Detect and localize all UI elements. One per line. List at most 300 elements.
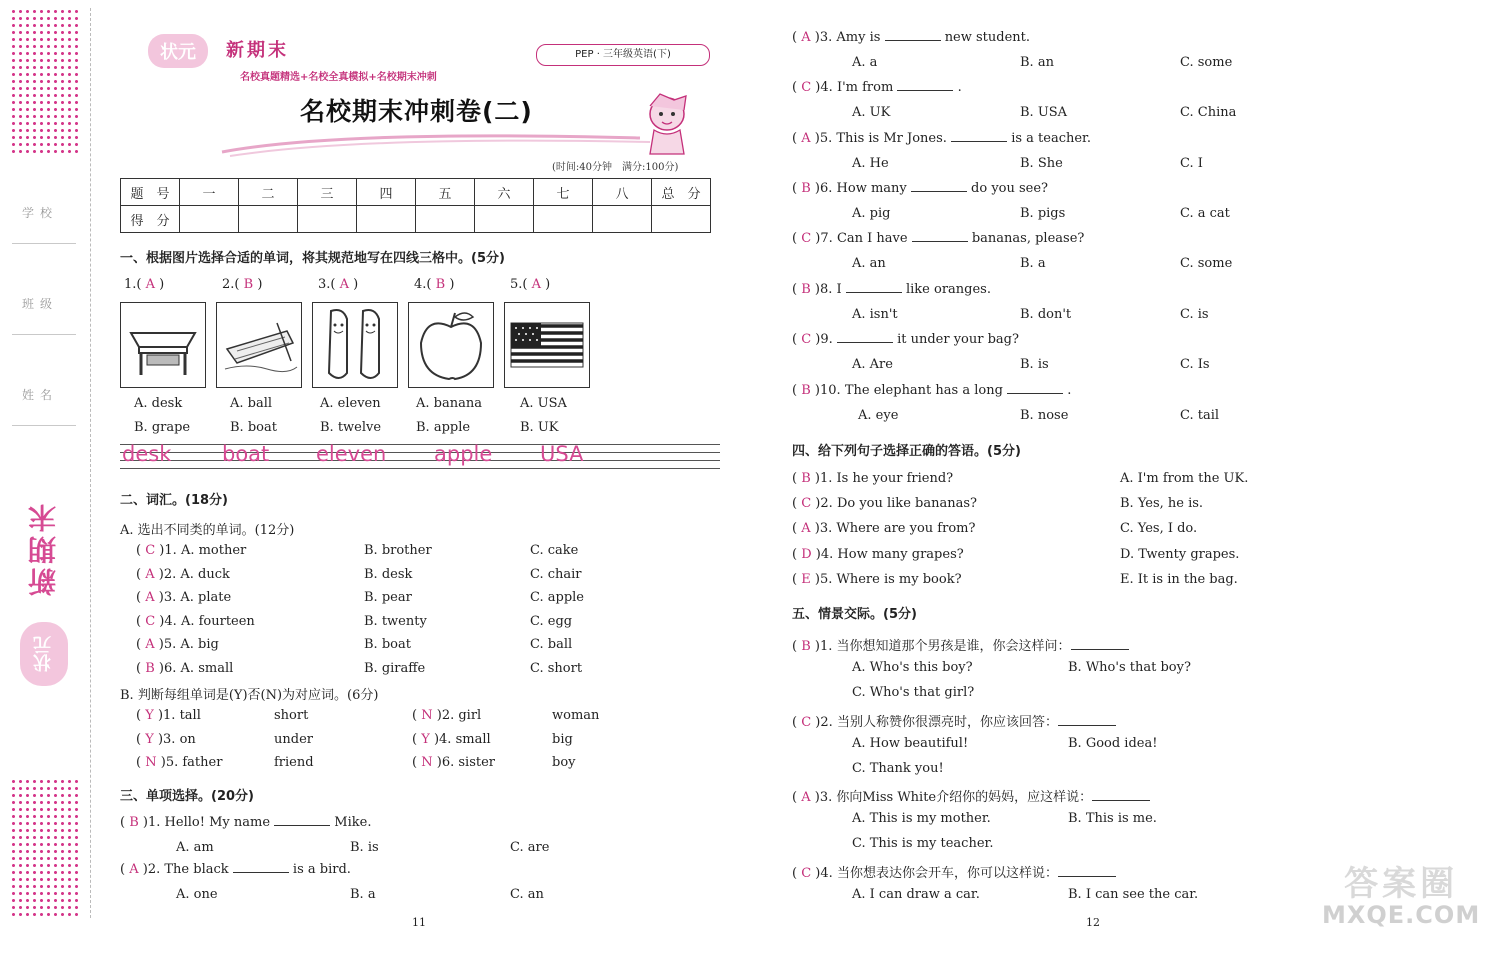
text: 5. xyxy=(165,755,179,770)
watermark-bottom: MXQE.COM xyxy=(1322,901,1481,929)
option-label xyxy=(176,887,218,902)
option-label: B. UK xyxy=(520,420,559,435)
text: B. Yes, he is. xyxy=(1120,496,1204,512)
text: is a bird. xyxy=(292,862,351,877)
answer-mark: C xyxy=(145,543,156,558)
text: boy xyxy=(552,755,576,770)
option-label xyxy=(1180,55,1232,70)
text: C. Thank you! xyxy=(852,761,944,776)
option-label xyxy=(1180,256,1232,271)
section2-partB-item: ( N )5. father xyxy=(136,755,223,770)
section3-question: ( C )7. Can I have bananas, please? xyxy=(792,231,1085,246)
section2-partA-row: ( A )2. A. duck xyxy=(136,566,230,582)
answer-blank[interactable] xyxy=(911,190,967,192)
answer-blank[interactable] xyxy=(1058,875,1116,877)
answer-mark: A xyxy=(531,277,542,292)
option-label xyxy=(1180,307,1209,322)
text: 4. xyxy=(820,80,833,95)
text: C. chair xyxy=(530,566,582,582)
text: 当你想表达你会开车，你可以这样说： xyxy=(836,866,1058,881)
writing-line xyxy=(120,452,720,453)
text: A. Who's this boy? xyxy=(852,660,973,675)
option-label xyxy=(852,736,968,751)
written-answer: eleven xyxy=(316,442,387,466)
answer-option xyxy=(1120,572,1238,587)
section4-title: 四、给下列句子选择正确的答语。(5分) xyxy=(792,444,1021,459)
option-label: A. eleven xyxy=(320,396,381,411)
answer-blank[interactable] xyxy=(233,871,289,873)
table-cell: 一 xyxy=(180,179,239,206)
text: Where is my book? xyxy=(836,571,962,587)
text: 1. xyxy=(163,708,176,723)
text: 6. xyxy=(441,755,455,770)
answer-mark: B xyxy=(145,660,155,676)
text: 7. xyxy=(820,231,833,246)
answer-mark: B xyxy=(435,277,446,292)
text: woman xyxy=(552,708,600,723)
text: Do you like bananas? xyxy=(836,496,977,512)
option-label xyxy=(858,408,898,423)
text: girl xyxy=(458,708,482,723)
option-label xyxy=(510,840,549,855)
section3-title: 三、单项选择。(20分) xyxy=(120,789,254,804)
text: 6. xyxy=(164,660,177,676)
header-grade-badge: PEP · 三年级英语(下) xyxy=(536,44,710,66)
text: A. How beautiful! xyxy=(852,736,969,751)
option-label xyxy=(530,543,578,558)
section1-question-1: 1.( A ) xyxy=(124,277,165,292)
option-label xyxy=(530,637,572,652)
table-cell: 得 分 xyxy=(121,206,180,233)
answer-option xyxy=(1120,521,1197,536)
text: A. isn't xyxy=(852,307,898,322)
text: C. Is xyxy=(1180,357,1210,372)
answer-mark: C xyxy=(801,866,812,881)
text: Can I have xyxy=(836,231,908,246)
option-label xyxy=(852,761,944,776)
text: B. an xyxy=(1020,55,1054,70)
page-number-left: 11 xyxy=(412,916,426,929)
text: small xyxy=(455,731,491,747)
page-title: 名校期末冲刺卷(二) xyxy=(300,97,533,126)
section2-partB-item: ( Y )4. small xyxy=(412,731,491,747)
answer-mark: A xyxy=(801,790,811,805)
table-cell: 六 xyxy=(475,179,534,206)
written-answer: USA xyxy=(540,442,584,466)
writing-line xyxy=(120,468,720,469)
text: C. China xyxy=(1180,105,1237,120)
sidebar-field-label: 姓名 xyxy=(22,388,59,402)
option-label xyxy=(274,755,314,770)
text: C. is xyxy=(1180,307,1209,322)
written-answer: desk xyxy=(122,442,172,466)
text: new student. xyxy=(944,30,1031,45)
text: B. This is me. xyxy=(1068,811,1157,826)
answer-mark: Y xyxy=(421,731,430,747)
option-label xyxy=(852,811,991,826)
section2-partB-item: ( N )6. sister xyxy=(412,755,495,770)
answer-mark: B xyxy=(243,277,254,292)
text: Amy is xyxy=(836,30,881,45)
answer-blank[interactable] xyxy=(951,140,1007,142)
answer-mark: E xyxy=(801,571,811,587)
option-label xyxy=(852,307,898,322)
option-label xyxy=(1180,105,1236,120)
text: is a teacher. xyxy=(1011,131,1091,146)
text: 9. xyxy=(820,332,833,347)
cartoon-mascot-image xyxy=(636,92,698,158)
option-label xyxy=(852,887,980,902)
answer-blank[interactable] xyxy=(912,240,968,242)
text: 当你想知道那个男孩是谁，你会这样问： xyxy=(836,639,1071,654)
section3-question: ( B )8. I like oranges. xyxy=(792,282,991,297)
text: A. I can draw a car. xyxy=(852,887,980,902)
sidebar-field-label: 班级 xyxy=(22,297,59,311)
section4-question: ( E )5. Where is my book? xyxy=(792,571,962,587)
text: The elephant has a long xyxy=(844,383,1003,398)
apple-image xyxy=(408,302,494,388)
text: Hello! My name xyxy=(164,815,271,830)
section1-title: 一、根据图片选择合适的单词，将其规范地写在四线三格中。(5分) xyxy=(120,251,505,266)
section1-question-2: 2.( B ) xyxy=(222,277,263,292)
answer-blank[interactable] xyxy=(885,39,941,41)
table-cell: 三 xyxy=(298,179,357,206)
section3-question: ( C )4. I'm from . xyxy=(792,80,962,95)
text: 10. xyxy=(820,383,841,398)
text: B. giraffe xyxy=(364,660,426,676)
option-label xyxy=(1020,357,1049,372)
text: 3. xyxy=(163,731,176,747)
table-cell: 题 号 xyxy=(121,179,180,206)
section2-partA-row: ( A )3. A. plate xyxy=(136,590,232,605)
text: Mike. xyxy=(334,815,372,830)
text: 当别人称赞你很漂亮时，你应该回答： xyxy=(836,715,1058,730)
answer-option xyxy=(1120,496,1203,511)
answer-mark: C xyxy=(801,80,812,95)
option-label xyxy=(852,256,886,271)
text: 2. xyxy=(441,708,455,723)
section3-question: ( A )2. The black is a bird. xyxy=(120,862,351,877)
score-input-cell[interactable] xyxy=(357,206,416,233)
sidebar-field-school[interactable] xyxy=(12,204,76,244)
text: 1. xyxy=(820,471,833,486)
text: I xyxy=(836,282,842,297)
table-cell: 七 xyxy=(534,179,593,206)
section5-question: ( C )4. 当你想表达你会开车，你可以这样说： xyxy=(792,862,1116,881)
section2-partB-title: B. 判断每组单词是(Y)否(N)为对应词。(6分) xyxy=(120,688,379,703)
text: 4. xyxy=(439,731,452,747)
text: B. She xyxy=(1020,156,1063,171)
option-label: B. apple xyxy=(416,420,471,435)
sidebar-logo-text: 状元 xyxy=(33,636,54,672)
option-label xyxy=(364,637,411,652)
answer-mark: B xyxy=(801,282,811,297)
text: 你向Miss White介绍你的妈妈，应这样说： xyxy=(836,790,1093,805)
score-input-cell[interactable] xyxy=(652,206,711,233)
text: B. boat xyxy=(364,637,411,652)
answer-mark: C xyxy=(801,231,812,246)
text: . xyxy=(1067,383,1072,398)
text: 5. xyxy=(163,637,177,652)
text: 8. xyxy=(820,282,833,297)
text: B. is xyxy=(350,840,379,855)
text: C. some xyxy=(1180,55,1233,70)
option-label xyxy=(852,156,889,171)
score-input-cell[interactable] xyxy=(593,206,652,233)
answer-mark: B xyxy=(801,383,811,398)
answer-option xyxy=(1120,547,1239,562)
text: C. tail xyxy=(1180,408,1220,423)
section5-question: ( C )2. 当别人称赞你很漂亮时，你应该回答： xyxy=(792,711,1116,730)
text: A. an xyxy=(852,256,886,271)
text: B. desk xyxy=(364,566,413,582)
section3-question: ( A )3. Amy is new student. xyxy=(792,30,1031,45)
text: How many grapes? xyxy=(837,546,964,562)
text: B. a xyxy=(350,887,376,902)
text: A. a xyxy=(852,55,878,70)
score-input-cell[interactable] xyxy=(180,206,239,233)
text: sister xyxy=(458,755,495,770)
text: 6. xyxy=(820,181,833,196)
section5-question: ( A )3. 你向Miss White介绍你的妈妈，应这样说： xyxy=(792,786,1150,805)
score-input-cell[interactable] xyxy=(239,206,298,233)
text: short xyxy=(274,708,309,723)
text: 3. xyxy=(163,590,177,605)
answer-mark: A xyxy=(145,590,155,605)
header-logo xyxy=(148,34,208,68)
answer-mark: C xyxy=(801,715,812,730)
option-label xyxy=(364,614,427,629)
option-label xyxy=(552,708,599,723)
text: This is Mr Jones. xyxy=(836,131,947,146)
text: B. don't xyxy=(1020,307,1072,322)
option-label: A. banana xyxy=(416,396,482,411)
option-label xyxy=(274,732,313,747)
score-table xyxy=(120,178,711,233)
option-label xyxy=(1180,156,1203,171)
usa-flag-image xyxy=(504,302,590,388)
option-label xyxy=(364,661,425,676)
section4-question: ( D )4. How many grapes? xyxy=(792,546,964,562)
section1-question-3: 3.( A ) xyxy=(318,277,359,292)
table-cell: 总 分 xyxy=(652,179,711,206)
text: A. am xyxy=(176,840,214,855)
option-label xyxy=(1068,736,1157,751)
answer-mark: B xyxy=(801,471,811,486)
written-answer: apple xyxy=(434,442,493,466)
text: bananas, please? xyxy=(971,231,1085,246)
option-label xyxy=(176,840,214,855)
sidebar-field-label: 学校 xyxy=(22,206,59,220)
text: C. an xyxy=(510,887,544,902)
text: C. cake xyxy=(530,543,579,558)
option-label xyxy=(852,836,993,851)
section2-partA-row: ( C )4. A. fourteen xyxy=(136,613,255,629)
text: E. It is in the bag. xyxy=(1120,571,1238,587)
header-logo-text: 状元 xyxy=(160,42,196,63)
text: C. a cat xyxy=(1180,206,1230,221)
answer-blank[interactable] xyxy=(274,824,330,826)
text: B. nose xyxy=(1020,408,1069,423)
text: B. USA xyxy=(1020,105,1068,120)
option-label xyxy=(852,357,893,372)
sidebar-dot-pattern-top xyxy=(10,8,82,156)
option-label xyxy=(552,755,576,770)
section1-question-5: 5.( A ) xyxy=(510,277,551,292)
section2-partA-row: ( C )1. A. mother xyxy=(136,543,247,558)
text: friend xyxy=(274,755,314,770)
answer-blank[interactable] xyxy=(1092,799,1150,801)
option-label xyxy=(1068,811,1157,826)
table-cell: 二 xyxy=(239,179,298,206)
section5-title: 五、情景交际。(5分) xyxy=(792,607,917,622)
table-cell: 五 xyxy=(416,179,475,206)
section3-question: ( C )9. it under your bag? xyxy=(792,332,1019,347)
answer-mark: A xyxy=(801,131,811,146)
section3-question: ( B )6. How many do you see? xyxy=(792,181,1049,196)
option-label: A. desk xyxy=(134,396,183,411)
answer-mark: A xyxy=(145,277,156,292)
answer-mark: C xyxy=(801,496,812,512)
text: Is he your friend? xyxy=(836,471,954,486)
score-input-cell[interactable] xyxy=(298,206,357,233)
text: C. ball xyxy=(530,637,573,652)
text: 2. xyxy=(820,496,833,512)
text: B. pigs xyxy=(1020,206,1066,221)
answer-mark: A xyxy=(129,862,139,877)
text: big xyxy=(552,731,573,747)
option-label: B. boat xyxy=(230,420,277,435)
text: B. is xyxy=(1020,357,1049,372)
answer-mark: A xyxy=(145,566,155,582)
score-input-cell[interactable] xyxy=(534,206,593,233)
text: 4. xyxy=(820,866,833,881)
answer-mark: C xyxy=(801,332,812,347)
text: B. I can see the car. xyxy=(1068,887,1199,902)
answer-mark: Y xyxy=(145,731,154,747)
text: 1. xyxy=(148,815,161,830)
header-brand: 新期末 xyxy=(226,40,289,61)
writing-line xyxy=(120,444,720,445)
option-label xyxy=(510,887,544,902)
table-cell: 八 xyxy=(593,179,652,206)
option-label xyxy=(364,590,412,605)
sidebar-dashed-fold-line xyxy=(90,8,91,918)
answer-blank[interactable] xyxy=(897,89,953,91)
text: I'm from xyxy=(836,80,894,95)
page-number-right: 12 xyxy=(1086,916,1100,929)
desk-image xyxy=(120,302,206,388)
text: 5. xyxy=(819,131,833,146)
option-label xyxy=(1180,206,1230,221)
text: 1. xyxy=(164,543,177,558)
answer-mark: D xyxy=(801,546,812,562)
score-table-header-row xyxy=(121,179,711,206)
section4-question: ( C )2. Do you like bananas? xyxy=(792,496,977,512)
writing-line xyxy=(120,460,720,461)
text: 2. xyxy=(147,862,161,877)
option-label xyxy=(852,105,890,120)
score-input-cell[interactable] xyxy=(416,206,475,233)
section2-title: 二、词汇。(18分) xyxy=(120,493,228,508)
option-label xyxy=(364,567,412,582)
text: B. brother xyxy=(364,543,432,558)
text: A. He xyxy=(852,156,889,171)
option-label xyxy=(1020,307,1071,322)
answer-mark: N xyxy=(421,708,433,723)
sidebar-dot-pattern-bottom xyxy=(10,778,82,918)
text: 1. xyxy=(820,639,833,654)
answer-blank[interactable] xyxy=(1071,648,1129,650)
table-cell: 四 xyxy=(357,179,416,206)
option-label xyxy=(274,708,308,723)
option-label xyxy=(530,614,572,629)
answer-blank[interactable] xyxy=(846,291,902,293)
written-answer: boat xyxy=(222,442,270,466)
option-label xyxy=(852,685,974,700)
option-label xyxy=(530,567,582,582)
score-input-cell[interactable] xyxy=(475,206,534,233)
text: C. egg xyxy=(530,613,573,629)
section2-partA-title: A. 选出不同类的单词。(12分) xyxy=(120,523,295,538)
text: B. Good idea! xyxy=(1068,736,1158,751)
section2-partB-item: ( N )2. girl xyxy=(412,708,482,723)
header-tagline: 名校真题精选+名校全真模拟+名校期末冲刺 xyxy=(240,72,437,83)
option-label xyxy=(1180,408,1219,423)
answer-blank[interactable] xyxy=(1058,724,1116,726)
option-label xyxy=(1020,156,1063,171)
section3-question: ( A )5. This is Mr Jones. is a teacher. xyxy=(792,131,1091,146)
option-label xyxy=(364,543,432,558)
text: C. I xyxy=(1180,156,1203,171)
text: C. some xyxy=(1180,256,1233,271)
text: 3. xyxy=(819,790,833,805)
answer-mark: N xyxy=(421,755,433,770)
text: B. Who's that boy? xyxy=(1068,660,1191,675)
text: on xyxy=(179,731,196,747)
section4-question: ( A )3. Where are you from? xyxy=(792,521,976,537)
answer-mark: A xyxy=(145,637,155,652)
text: . xyxy=(957,80,962,95)
text: 4. xyxy=(820,546,834,562)
option-label xyxy=(1180,357,1210,372)
text: B. a xyxy=(1020,256,1046,271)
sidebar-field-class[interactable] xyxy=(12,295,76,335)
sidebar-field-name[interactable] xyxy=(12,386,76,426)
sidebar-logo-badge xyxy=(20,622,68,686)
text: How many xyxy=(836,181,907,196)
text: 4. xyxy=(164,613,177,629)
text: C. This is my teacher. xyxy=(852,836,994,851)
section2-partB-item: ( Y )3. on xyxy=(136,731,196,747)
option-label xyxy=(350,887,376,902)
text: C. short xyxy=(530,660,583,676)
section2-partA-row: ( A )5. A. big xyxy=(136,637,219,652)
text: The black xyxy=(164,862,229,877)
answer-mark: A xyxy=(339,277,350,292)
sidebar-vertical-brand: 新期末 xyxy=(27,500,60,596)
text: A. plate xyxy=(180,590,232,605)
answer-blank[interactable] xyxy=(837,341,893,343)
text: D. Twenty grapes. xyxy=(1120,546,1240,562)
answer-blank[interactable] xyxy=(1007,392,1063,394)
answer-mark: B xyxy=(129,815,139,830)
text: Where are you from? xyxy=(836,521,976,537)
option-label xyxy=(530,590,584,605)
text: A. I'm from the UK. xyxy=(1120,471,1249,486)
option-label xyxy=(1020,105,1067,120)
text: do you see? xyxy=(971,181,1049,196)
